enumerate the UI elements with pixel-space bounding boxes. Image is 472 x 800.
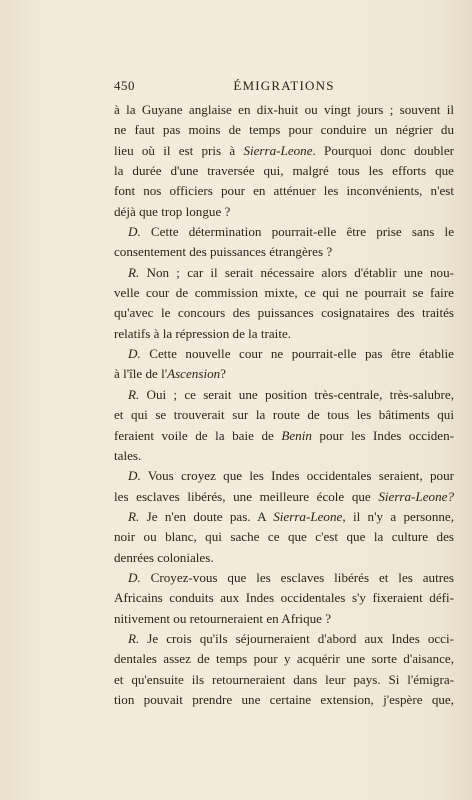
text-line bbox=[114, 426, 454, 446]
text-line bbox=[114, 100, 454, 120]
text-segment: tion pouvait prendre une certaine extension, j'espère que, bbox=[114, 691, 454, 707]
text-line bbox=[114, 120, 454, 140]
text-line bbox=[114, 283, 454, 303]
italic-text: R. bbox=[128, 386, 140, 402]
text-line bbox=[114, 568, 454, 588]
text-line bbox=[114, 364, 454, 384]
text-line bbox=[114, 507, 454, 527]
italic-text: D. bbox=[128, 569, 141, 585]
italic-text: R. bbox=[128, 508, 140, 524]
text-line bbox=[114, 466, 454, 486]
text-segment: nitivement ou retourneraient en Afrique ? bbox=[114, 610, 332, 626]
text-line bbox=[114, 629, 454, 649]
running-title: ÉMIGRATIONS bbox=[233, 78, 335, 93]
italic-text: D. bbox=[128, 224, 141, 240]
text-segment: lieu où il est pris à bbox=[114, 142, 244, 158]
text-segment: ? bbox=[220, 366, 226, 382]
italic-text: R. bbox=[128, 264, 140, 280]
text-line bbox=[114, 690, 454, 710]
text-line bbox=[114, 303, 454, 323]
text-segment: Croyez-vous que les esclaves libérés et les autres bbox=[140, 569, 454, 585]
text-segment: velle cour de commission mixte, ce qui ne pourrait se faire bbox=[114, 285, 454, 301]
italic-text: Benin bbox=[281, 427, 312, 443]
text-line bbox=[114, 344, 454, 364]
italic-text: D. bbox=[128, 468, 141, 484]
text-segment: Oui ; ce serait une position très-centrale, très-salubre, bbox=[139, 386, 454, 402]
body-text bbox=[114, 100, 454, 710]
text-segment: font nos officiers pour en atténuer les inconvénients, n'est bbox=[114, 183, 454, 199]
text-segment: Vous croyez que les Indes occidentales seraient, pour bbox=[140, 468, 454, 484]
text-segment: déjà que trop longue ? bbox=[114, 203, 231, 219]
text-line bbox=[114, 161, 454, 181]
text-segment: , il n'y a personne, bbox=[342, 508, 454, 524]
running-header bbox=[114, 78, 454, 96]
text-line bbox=[114, 446, 454, 466]
text-line bbox=[114, 385, 454, 405]
text-line bbox=[114, 263, 454, 283]
text-line bbox=[114, 670, 454, 690]
text-line bbox=[114, 181, 454, 201]
italic-text: Sierra-Leone bbox=[243, 142, 313, 158]
text-segment: relatifs à la répression de la traite. bbox=[114, 325, 292, 341]
text-segment: à la Guyane anglaise en dix-huit ou vingt jours ; souvent il bbox=[114, 102, 454, 117]
text-segment: pour les Indes occiden- bbox=[311, 427, 455, 443]
text-segment: à l'île de l' bbox=[114, 366, 168, 382]
text-line bbox=[114, 141, 454, 161]
text-line bbox=[114, 222, 454, 242]
text-segment: tales. bbox=[114, 447, 142, 463]
text-line bbox=[114, 242, 454, 262]
text-segment: la durée d'une traversée qui, malgré tous les efforts que bbox=[114, 163, 454, 179]
text-segment: Non ; car il serait nécessaire alors d'établir une nou- bbox=[139, 264, 454, 280]
text-line bbox=[114, 649, 454, 669]
page-number: 450 bbox=[114, 78, 135, 93]
text-segment: Cette détermination pourrait-elle être prise sans le bbox=[140, 224, 454, 240]
text-line bbox=[114, 487, 454, 507]
text-line bbox=[114, 405, 454, 425]
text-segment: Africains conduits aux Indes occidentales s'y fixeraient défi- bbox=[114, 590, 454, 606]
text-segment: consentement des puissances étrangères ? bbox=[114, 244, 333, 260]
text-segment: Je crois qu'ils séjourneraient d'abord aux Indes occi- bbox=[139, 630, 454, 646]
text-segment: denrées coloniales. bbox=[114, 549, 214, 565]
text-line bbox=[114, 527, 454, 547]
text-line bbox=[114, 609, 454, 629]
text-line bbox=[114, 324, 454, 344]
text-segment: Je n'en doute pas. A bbox=[139, 508, 274, 524]
italic-text: Sierra-Leone bbox=[273, 508, 343, 524]
text-segment: . Pourquoi donc doubler bbox=[312, 142, 454, 158]
text-segment: feraient voile de la baie de bbox=[114, 427, 282, 443]
text-line bbox=[114, 548, 454, 568]
italic-text: D. bbox=[128, 346, 141, 362]
text-segment: et qu'ensuite ils retourneraient dans leur pays. Si l'émigra- bbox=[114, 671, 454, 687]
text-segment: les esclaves libérés, une meilleure école que bbox=[114, 488, 379, 504]
text-line bbox=[114, 588, 454, 608]
text-segment: et qui se trouverait sur la route de tous les bâtiments qui bbox=[114, 407, 454, 423]
italic-text: Sierra-Leone? bbox=[378, 488, 454, 504]
text-segment: ne faut pas moins de temps pour conduire un négrier du bbox=[114, 122, 454, 138]
text-line bbox=[114, 202, 454, 222]
italic-text: Ascension bbox=[167, 366, 221, 382]
text-segment: qu'avec le concours des puissances cosignataires des traités bbox=[114, 305, 454, 321]
text-segment: Cette nouvelle cour ne pourrait-elle pas être établie bbox=[140, 346, 454, 362]
text-segment: dentales assez de temps pour y acquérir une sorte d'aisance, bbox=[114, 651, 454, 667]
italic-text: R. bbox=[128, 630, 140, 646]
text-segment: noir ou blanc, qui sache ce que c'est que la culture des bbox=[114, 529, 454, 545]
